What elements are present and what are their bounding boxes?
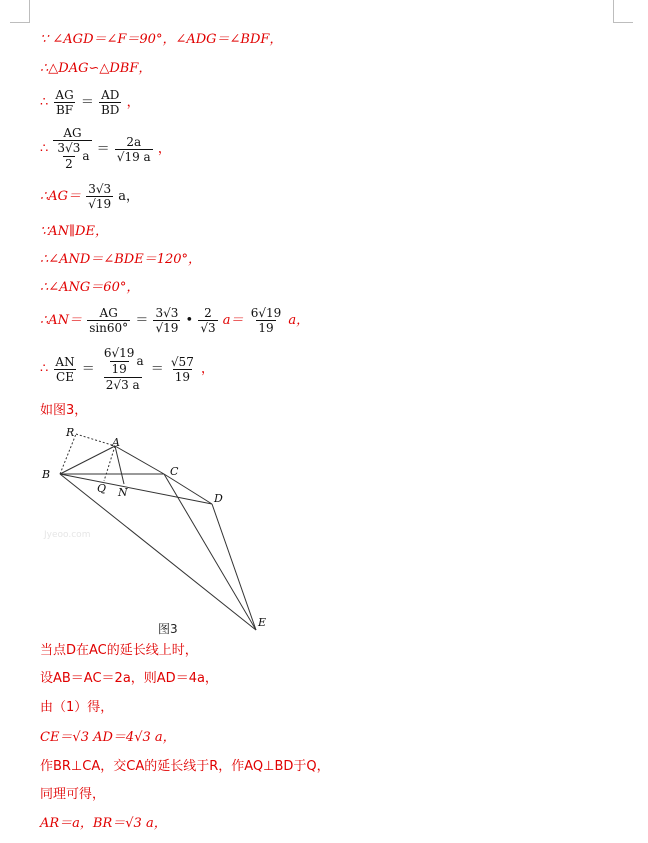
point-Q-label: Q xyxy=(97,482,107,495)
proof-line-8: ∴∠ANG＝60°， xyxy=(40,280,140,295)
margin-mark-top-left-h xyxy=(10,22,30,23)
proof-line-7: ∴∠AND＝∠BDE＝120°， xyxy=(40,252,202,267)
watermark: Jyeoo.com xyxy=(44,530,91,540)
segment-BD xyxy=(60,474,212,504)
proof-line-9: ∴AN＝ $\frac{AG}{\sin 60^\circ}$ ＝ $\frac{3√3}{√19}$ • $\frac{2}{√3}$ a＝ $\frac{6√19}{19}$ a， xyxy=(40,306,310,335)
proof-line-18: AR＝a，BR＝√3 a， xyxy=(40,816,167,831)
proof-line-3: ∴ $\frac{AG}{BF}$ ＝ $\frac{AD}{BD}$ ， xyxy=(40,88,140,117)
figure-caption: 图3 xyxy=(158,622,178,636)
point-R-label: R xyxy=(66,426,75,439)
margin-mark-top-right xyxy=(613,0,614,22)
segment-BE xyxy=(60,474,256,630)
proof-line-2: ∴△DAG∽△DBF， xyxy=(40,61,152,76)
proof-line-15: CE＝√3 AD＝4√3 a， xyxy=(40,730,176,745)
segment-AC xyxy=(115,446,164,474)
figure-reference: 如图3， xyxy=(40,403,88,418)
point-N-label: N xyxy=(118,486,128,499)
point-D-label: D xyxy=(214,492,223,505)
proof-line-1: ∵ ∠AGD＝∠F＝90°，∠ADG＝∠BDF， xyxy=(40,32,283,47)
segment-CE xyxy=(164,474,256,630)
proof-line-4: ∴ AG $\frac{3√3}{2}$ a ＝ $\frac{2a}{√19 a}$ ， xyxy=(40,126,171,171)
margin-mark-top-left xyxy=(29,0,30,22)
segment-BA xyxy=(60,446,115,474)
point-A-label: A xyxy=(112,436,120,449)
point-E-label: E xyxy=(258,616,267,629)
margin-mark-top-right-h xyxy=(613,22,633,23)
proof-line-17: 同理可得， xyxy=(40,787,106,802)
proof-line-6: ∵AN∥DE， xyxy=(40,224,108,239)
segment-AN xyxy=(115,446,124,484)
point-C-label: C xyxy=(170,465,179,478)
point-B-label: B xyxy=(42,468,51,481)
segment-BR xyxy=(60,434,76,474)
proof-line-10: ∴ $\frac{AN}{CE}$ ＝ $\frac{6√19}{19}$ a 2√3 a ＝ $\frac{√57}{19}$ ， xyxy=(40,346,214,392)
proof-line-13: 设AB＝AC＝2a，则AD＝4a， xyxy=(40,671,218,686)
proof-line-5: ∴AG＝ $\frac{3√3}{√19}$ a， xyxy=(40,182,140,211)
proof-line-16: 作BR⊥CA，交CA的延长线于R，作AQ⊥BD于Q， xyxy=(40,759,330,774)
proof-line-14: 由（1）得， xyxy=(40,700,114,715)
proof-line-12: 当点D在AC的延长线上时， xyxy=(40,643,198,658)
segment-RA xyxy=(76,434,115,446)
